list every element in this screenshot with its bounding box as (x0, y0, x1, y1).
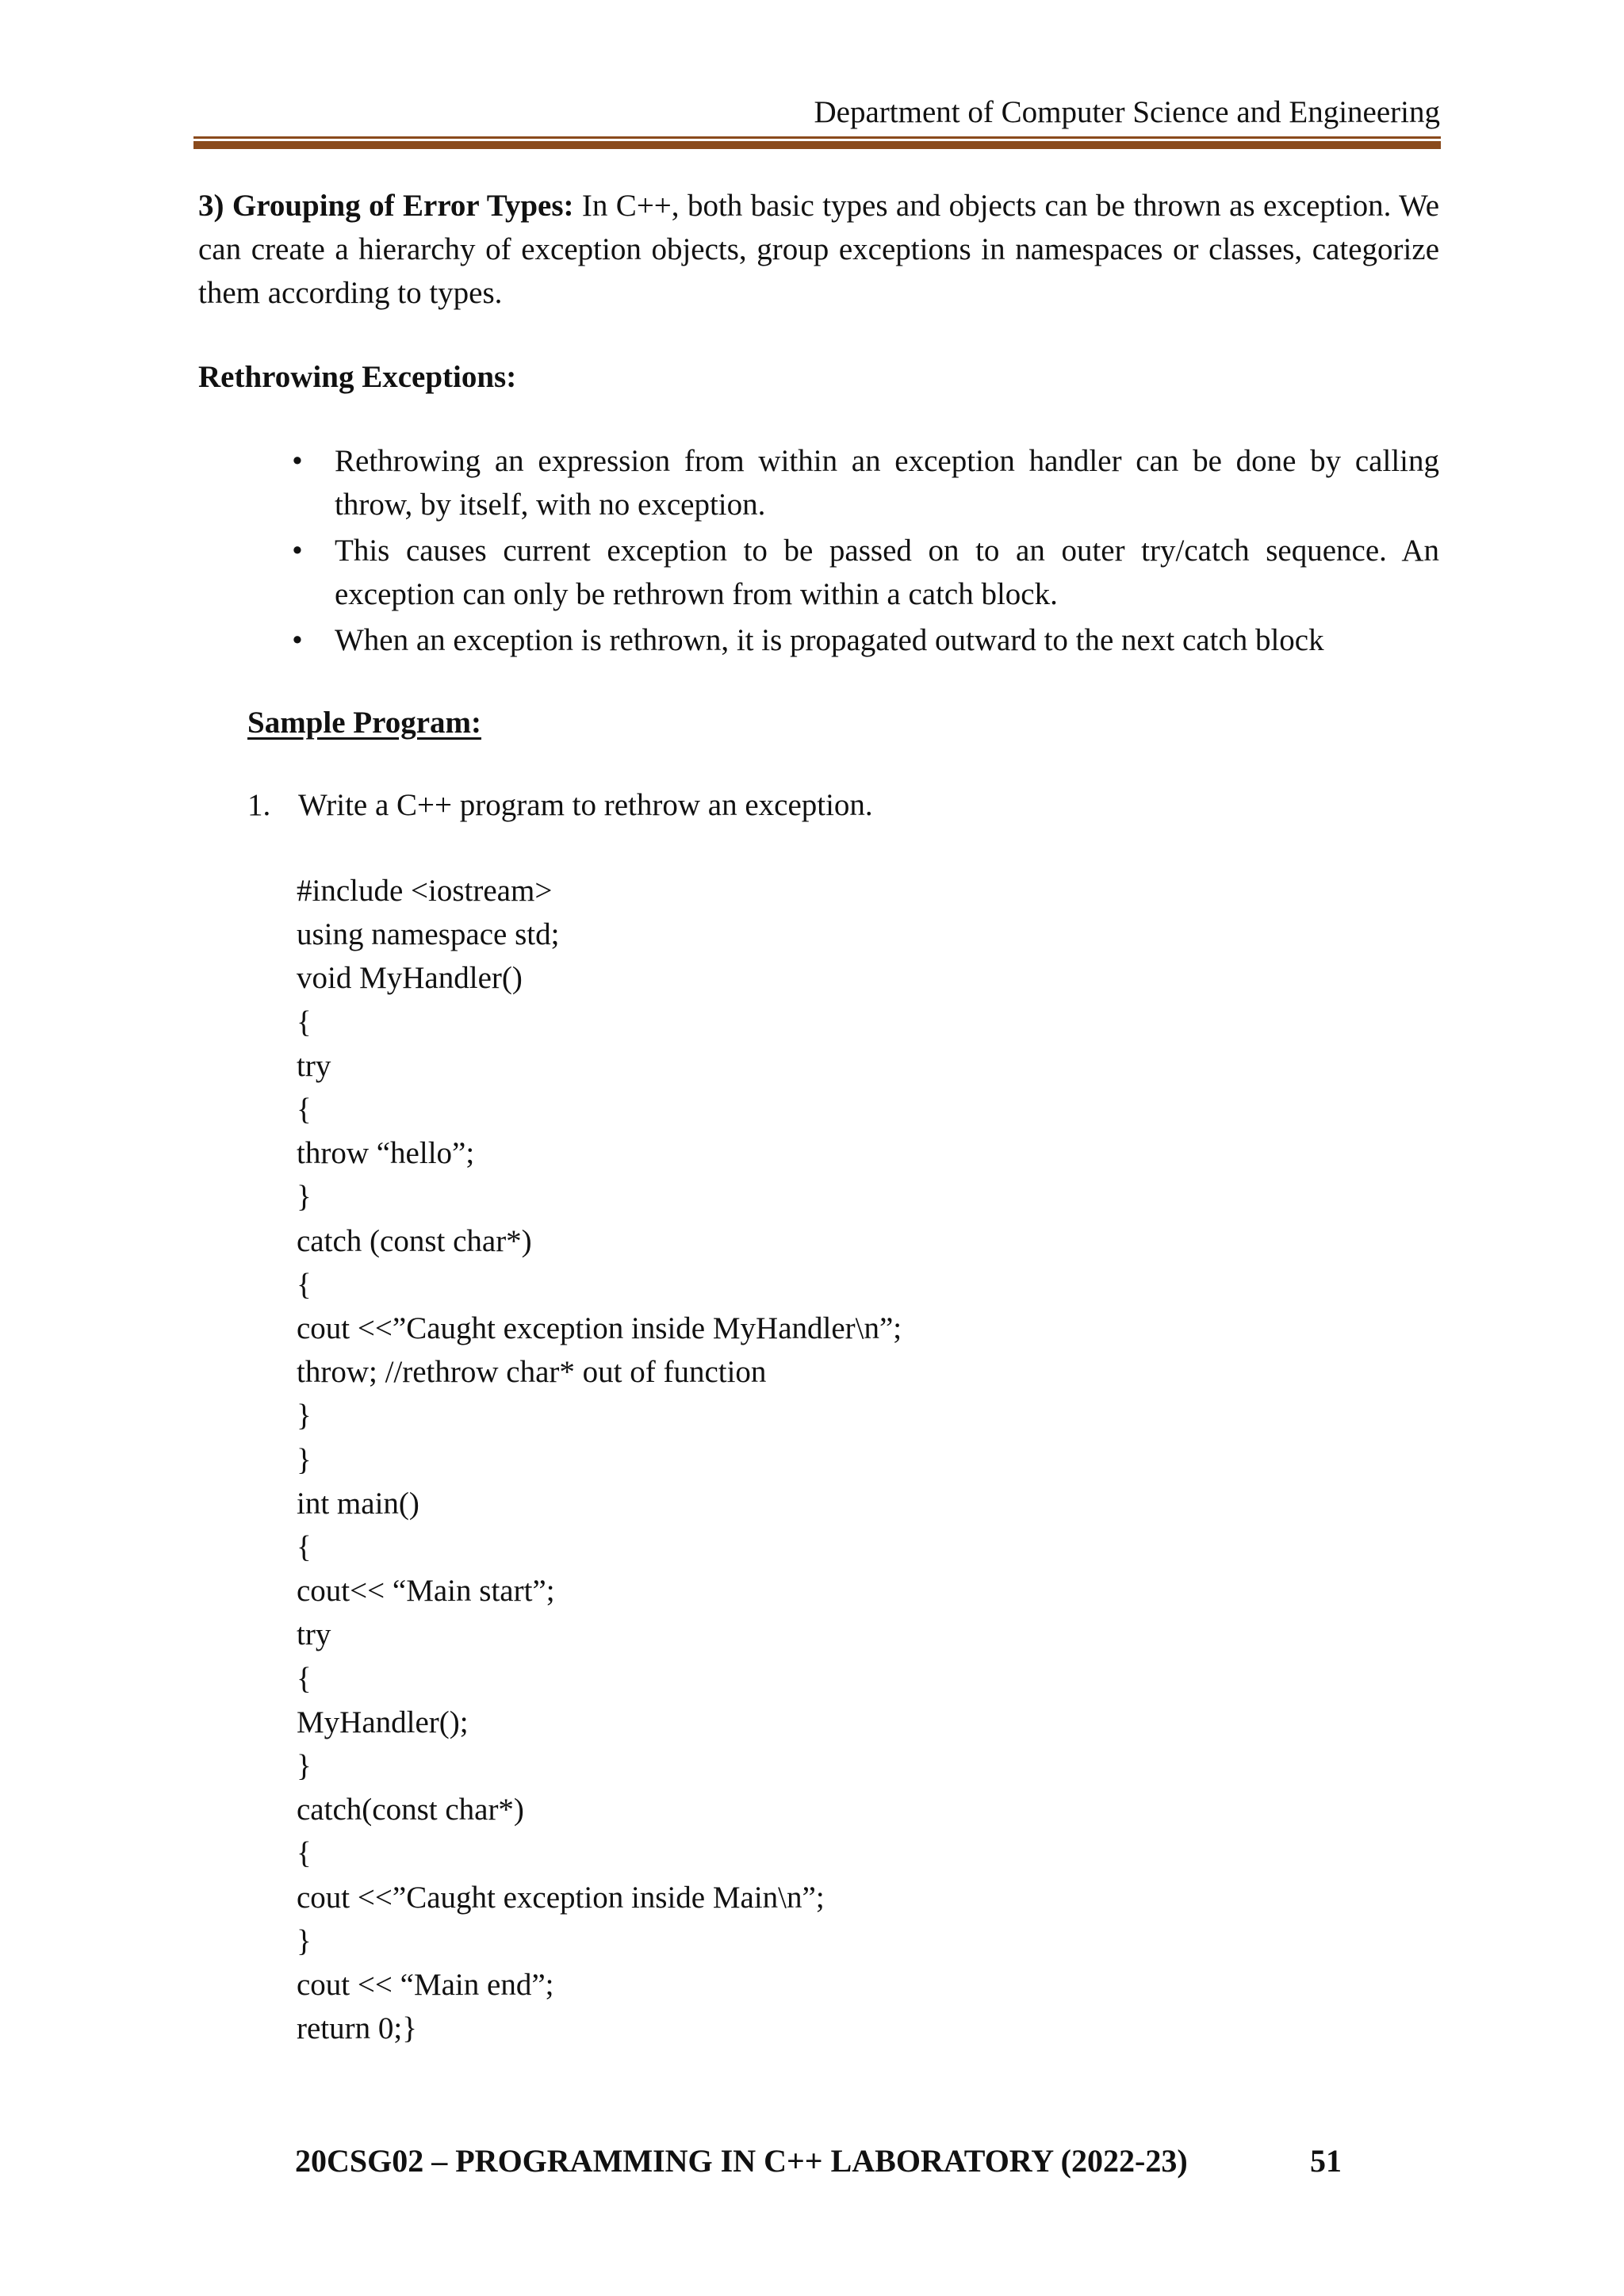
code-line: void MyHandler() (297, 961, 523, 996)
grouping-title: 3) Grouping of Error Types: (198, 189, 574, 223)
bullet-item (285, 618, 1439, 662)
code-line: MyHandler(); (297, 1705, 469, 1739)
code-line: { (297, 1004, 312, 1039)
code-line: { (297, 1267, 312, 1302)
department-title: Department of Computer Science and Engineering (814, 95, 1440, 129)
bullet-dot-icon: • (292, 534, 303, 568)
code-line: } (297, 1180, 312, 1215)
bullet-text: This causes current exception to be passed on to an outer try/catch sequence. An exception can only be rethrown from within a catch block. (335, 534, 1439, 611)
code-line: } (297, 1442, 312, 1477)
code-line: int main() (297, 1486, 419, 1521)
footer-course-title: 20CSG02 – PROGRAMMING IN C++ LABORATORY (2022-23) (295, 2143, 1188, 2179)
sample-program-heading: Sample Program: (247, 706, 481, 740)
code-line: #include <iostream> (297, 874, 553, 908)
code-line: cout <<”Caught exception inside Main\n”; (297, 1880, 825, 1915)
bullet-text: Rethrowing an expression from within an exception handler can be done by calling throw, by itself, with no exception. (335, 444, 1439, 522)
code-line: catch(const char*) (297, 1793, 524, 1827)
task-number: 1. (247, 788, 271, 822)
code-line: throw “hello”; (297, 1136, 475, 1171)
code-line: } (297, 1749, 312, 1784)
bullet-text: When an exception is rethrown, it is propagated outward to the next catch block (335, 623, 1324, 657)
header-rule-thick (193, 141, 1441, 149)
bullet-item (285, 439, 1439, 526)
code-line: using namespace std; (297, 917, 560, 952)
grouping-text: In C++, both basic types and objects can be thrown as exception. We can create a hierarchy of exception objects, group exceptions in namespaces or classes, categorize them according to types. (198, 189, 1440, 310)
code-line: } (297, 1399, 312, 1433)
code-line: throw; //rethrow char* out of function (297, 1355, 767, 1390)
code-line: cout<< “Main start”; (297, 1574, 555, 1609)
code-line: catch (const char*) (297, 1223, 532, 1258)
bullet-item (285, 529, 1439, 616)
header-rule-thin (193, 136, 1441, 139)
code-line: return 0;} (297, 2011, 417, 2046)
code-line: cout <<”Caught exception inside MyHandler\n”; (297, 1311, 902, 1346)
bullet-dot-icon: • (292, 444, 303, 478)
code-line: } (297, 1923, 312, 1958)
task-text: Write a C++ program to rethrow an exception. (298, 788, 873, 822)
footer-page-number: 51 (1310, 2143, 1342, 2179)
code-line: cout << “Main end”; (297, 1968, 554, 2003)
task-item (247, 786, 873, 825)
code-line: { (297, 1661, 312, 1696)
grouping-paragraph (198, 184, 1439, 315)
rethrowing-bullet-list (285, 439, 1439, 664)
code-line: try (297, 1617, 331, 1652)
code-line: try (297, 1048, 331, 1083)
rethrowing-heading: Rethrowing Exceptions: (198, 360, 517, 394)
code-line: { (297, 1093, 312, 1127)
bullet-dot-icon: • (292, 623, 303, 657)
code-listing (297, 869, 902, 2050)
code-line: { (297, 1836, 312, 1871)
code-line: { (297, 1530, 312, 1565)
